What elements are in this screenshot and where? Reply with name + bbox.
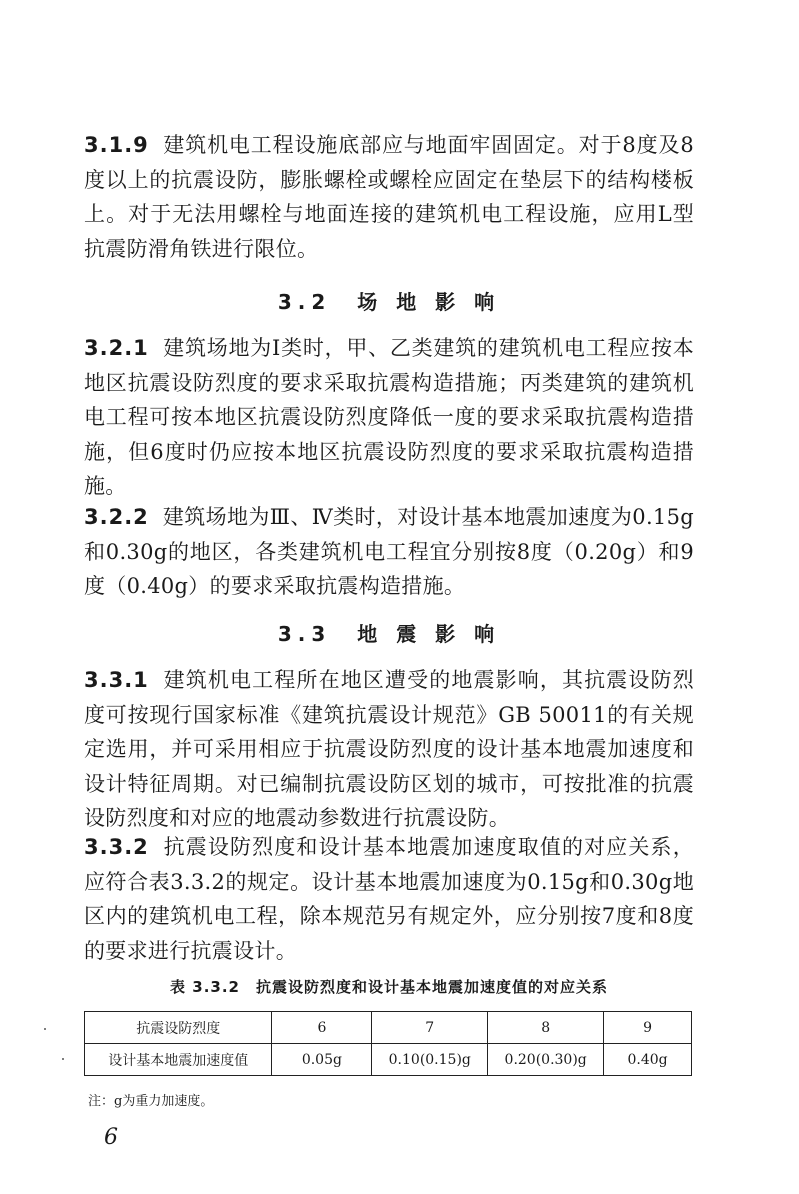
table-cell: 6 [272, 1012, 372, 1044]
clause-3-1-9 [84, 128, 694, 266]
clause-3-3-1 [84, 663, 694, 836]
clause-text: 建筑机电工程所在地区遭受的地震影响，其抗震设防烈度可按现行国家标准《建筑抗震设计规范》GB 50011的有关规定选用，并可采用相应于抗震设防烈度的设计基本地震加速度和设计特征周期。对已编制抗震设防区划的城市，可按批准的抗震设防烈度和对应的地震动参数进行抗震设防。 [84, 668, 694, 830]
clause-text: 建筑场地为Ⅲ、Ⅳ类时，对设计基本地震加速度为0.15g和0.30g的地区，各类建筑机电工程宜分别按8度（0.20g）和9度（0.40g）的要求采取抗震构造措施。 [84, 505, 694, 598]
clause-number: 3.3.1 [84, 668, 149, 692]
intensity-acceleration-table [84, 1011, 692, 1076]
clause-text: 抗震设防烈度和设计基本地震加速度取值的对应关系，应符合表3.3.2的规定。设计基本地震加速度为0.15g和0.30g地区内的建筑机电工程，除本规范另有规定外，应分别按7度和8度的要求进行抗震设计。 [84, 835, 694, 963]
clause-number: 3.2.1 [84, 336, 149, 360]
table-cell: 0.05g [272, 1044, 372, 1076]
scan-speck [62, 1058, 64, 1060]
table-cell: 9 [604, 1012, 692, 1044]
page-number: 6 [104, 1125, 118, 1150]
table-row [85, 1044, 692, 1076]
table-caption: 表 3.3.2 抗震设防烈度和设计基本地震加速度值的对应关系 [170, 978, 608, 996]
clause-number: 3.3.2 [84, 835, 149, 859]
table-cell: 设计基本地震加速度值 [85, 1044, 272, 1076]
clause-3-3-2 [84, 830, 694, 968]
table-cell: 7 [372, 1012, 488, 1044]
scan-speck [44, 1028, 46, 1030]
section-title-3-3: 3.3 地 震 影 响 [277, 622, 501, 646]
clause-3-2-2 [84, 500, 694, 604]
table-cell: 0.10(0.15)g [372, 1044, 488, 1076]
table-row [85, 1012, 692, 1044]
table-cell: 抗震设防烈度 [85, 1012, 272, 1044]
table-cell: 8 [488, 1012, 604, 1044]
clause-3-2-1 [84, 331, 694, 504]
clause-text: 建筑机电工程设施底部应与地面牢固固定。对于8度及8度以上的抗震设防，膨胀螺栓或螺栓应固定在垫层下的结构楼板上。对于无法用螺栓与地面连接的建筑机电工程设施，应用L型抗震防滑角铁进行限位。 [84, 133, 694, 261]
clause-number: 3.1.9 [84, 133, 149, 157]
clause-text: 建筑场地为Ⅰ类时，甲、乙类建筑的建筑机电工程应按本地区抗震设防烈度的要求采取抗震构造措施；丙类建筑的建筑机电工程可按本地区抗震设防烈度降低一度的要求采取抗震构造措施，但6度时仍应按本地区抗震设防烈度的要求采取抗震构造措施。 [84, 336, 694, 498]
clause-number: 3.2.2 [84, 505, 149, 529]
table-cell: 0.20(0.30)g [488, 1044, 604, 1076]
table-cell: 0.40g [604, 1044, 692, 1076]
section-title-3-2: 3.2 场 地 影 响 [277, 290, 501, 314]
table-note: 注：g为重力加速度。 [88, 1094, 214, 1109]
